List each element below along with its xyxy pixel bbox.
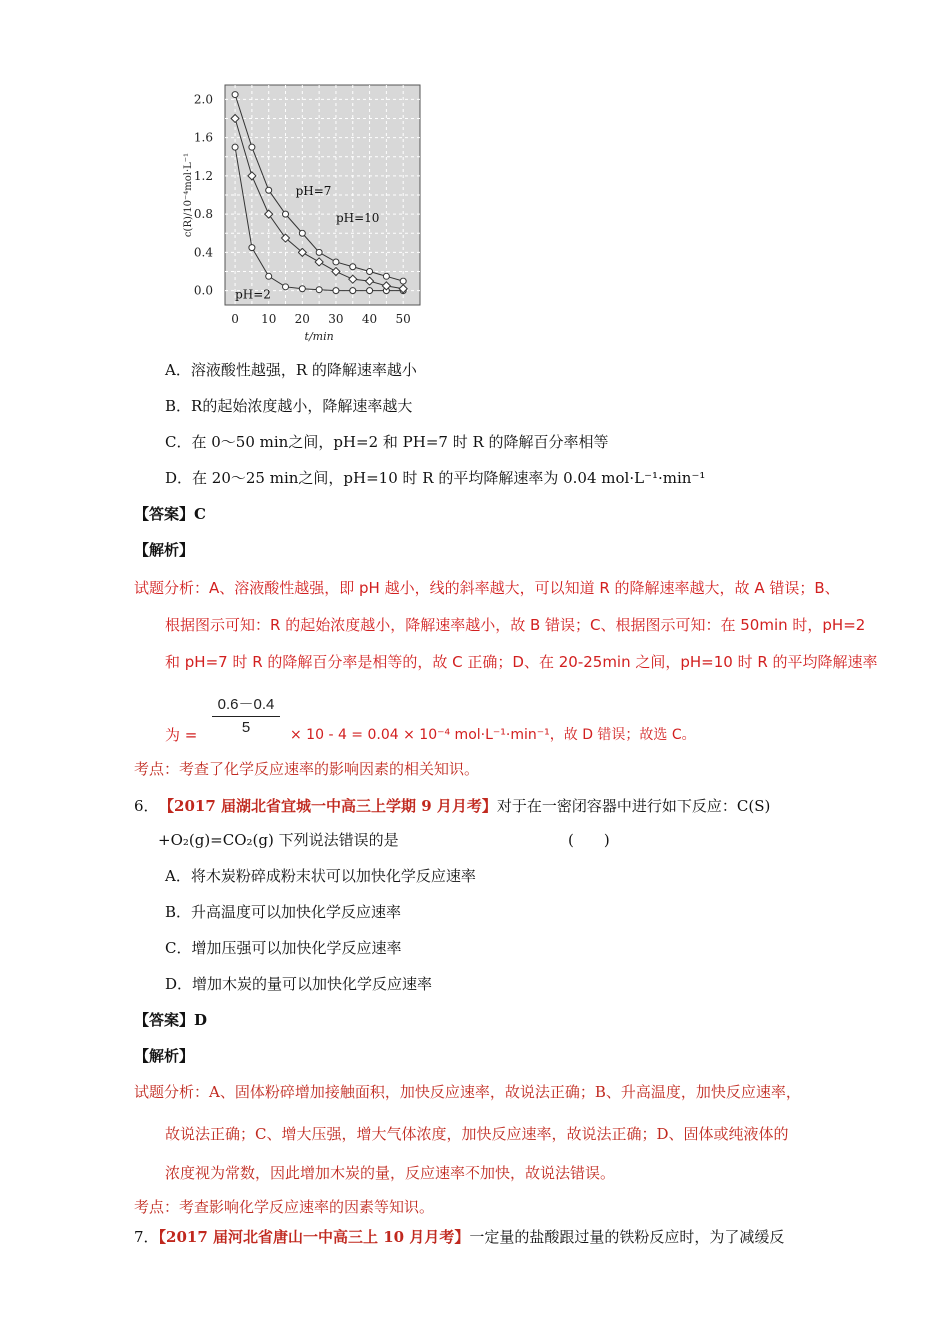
q5-answer: 【答案】C bbox=[134, 505, 206, 523]
x-tick-label: 40 bbox=[361, 312, 378, 326]
q5-analysis-line-2: 根据图示可知：R 的起始浓度越小，降解速率越小，故 B 错误；C、根据图示可知：在 50min 时，pH=2 bbox=[165, 616, 866, 634]
x-tick-label: 50 bbox=[395, 312, 411, 326]
data-point bbox=[367, 288, 373, 294]
y-tick-label: 0.4 bbox=[193, 245, 213, 260]
q7-stem: 一定量的盐酸跟过量的铁粉反应时，为了减缓反 bbox=[469, 1228, 785, 1246]
q6-stem-1: 对于在一密闭容器中进行如下反应：C(S) bbox=[496, 797, 771, 815]
data-point bbox=[249, 245, 255, 251]
x-tick-label: 10 bbox=[261, 312, 277, 326]
q6-option-d: D．增加木炭的量可以加快化学反应速率 bbox=[165, 975, 433, 993]
q6-answer: 【答案】D bbox=[134, 1011, 208, 1029]
y-tick-label: 0.0 bbox=[193, 283, 213, 298]
data-point bbox=[232, 144, 238, 150]
q5-option-d: D．在 20～25 min之间，pH=10 时 R 的平均降解速率为 0.04 mol·L⁻¹·min⁻¹ bbox=[165, 469, 706, 487]
q6-option-b: B．升高温度可以加快化学反应速率 bbox=[165, 903, 402, 921]
q7-header bbox=[134, 1226, 784, 1247]
y-tick-label: 1.6 bbox=[193, 130, 213, 145]
q6-kaodian: 考点：考查影响化学反应速率的因素等知识。 bbox=[134, 1198, 435, 1216]
q5-analysis-line-4-suffix: × 10 - 4 = 0.04 × 10⁻⁴ mol·L⁻¹·min⁻¹，故 D 错误；故选 C。 bbox=[290, 727, 696, 743]
x-tick-label: 0 bbox=[231, 312, 239, 326]
data-point bbox=[249, 144, 255, 150]
q5-option-c: C．在 0～50 min之间，pH=2 和 PH=7 时 R 的降解百分率相等 bbox=[165, 433, 609, 451]
q6-blank: ( ) bbox=[568, 831, 610, 849]
q6-analysis-line-3: 浓度视为常数，因此增加木炭的量，反应速率不加快，故说法错误。 bbox=[165, 1164, 616, 1182]
data-point bbox=[283, 211, 289, 217]
fraction bbox=[212, 693, 280, 736]
q6-option-c: C．增加压强可以加快化学反应速率 bbox=[165, 939, 402, 957]
fraction-numerator: 0.6－0.4 bbox=[212, 693, 280, 717]
x-tick-label: 20 bbox=[294, 312, 310, 326]
fraction-denominator: 5 bbox=[241, 719, 251, 736]
q5-analysis-line-1: 试题分析：A、溶液酸性越强，即 pH 越小，线的斜率越大，可以知道 R 的降解速率越大，故 A 错误；B、 bbox=[134, 579, 840, 597]
data-point bbox=[316, 249, 322, 255]
q5-option-a: A．溶液酸性越强，R 的降解速率越小 bbox=[165, 361, 417, 379]
curve-label: pH=2 bbox=[235, 287, 271, 302]
q6-option-a: A．将木炭粉碎成粉末状可以加快化学反应速率 bbox=[165, 867, 476, 885]
q5-analysis-line-3: 和 pH=7 时 R 的降解百分率是相等的，故 C 正确；D、在 20-25min 之间，pH=10 时 R 的平均降解速率 bbox=[165, 653, 878, 671]
q5-analysis-line-4-prefix: 为 = bbox=[165, 726, 198, 744]
data-point bbox=[350, 288, 356, 294]
data-point bbox=[266, 273, 272, 279]
y-tick-label: 1.2 bbox=[193, 168, 213, 183]
data-point bbox=[232, 92, 238, 98]
data-point bbox=[400, 278, 406, 284]
data-point bbox=[367, 269, 373, 275]
y-tick-label: 2.0 bbox=[193, 92, 213, 107]
y-axis-label: c(R)/10⁻⁴mol·L⁻¹ bbox=[183, 152, 194, 238]
data-point bbox=[333, 288, 339, 294]
x-tick-label: 30 bbox=[328, 312, 344, 326]
q6-analysis-line-2: 故说法正确；C、增大压强，增大气体浓度，加快反应速率，故说法正确；D、固体或纯液体的 bbox=[165, 1125, 789, 1143]
curve-label: pH=10 bbox=[335, 210, 380, 225]
x-axis-label: t/min bbox=[304, 330, 334, 343]
q5-option-b: B．R的起始浓度越小，降解速率越大 bbox=[165, 397, 413, 415]
chart-svg bbox=[185, 80, 430, 345]
q7-source: 【2017 届河北省唐山一中高三上 10 月月考】 bbox=[158, 1228, 470, 1246]
data-point bbox=[333, 259, 339, 265]
data-point bbox=[316, 287, 322, 293]
q7-number: 7． bbox=[134, 1228, 159, 1246]
q5-kaodian: 考点：考查了化学反应速率的影响因素的相关知识。 bbox=[134, 760, 480, 778]
q6-analysis-line-1: 试题分析：A、固体粉碎增加接触面积，加快反应速率，故说法正确；B、升高温度，加快反应速率， bbox=[134, 1083, 801, 1101]
y-tick-label: 0.8 bbox=[193, 207, 213, 222]
data-point bbox=[283, 284, 289, 290]
data-point bbox=[383, 273, 389, 279]
q5-analysis-label: 【解析】 bbox=[134, 541, 195, 559]
q6-source: 【2017 届湖北省宜城一中高三上学期 9 月月考】 bbox=[166, 797, 497, 815]
q6-number: 6． bbox=[134, 797, 159, 815]
q6-stem-2: +O₂(g)=CO₂(g) 下列说法错误的是 bbox=[158, 831, 399, 849]
concentration-chart bbox=[185, 80, 430, 345]
q6-header bbox=[134, 795, 770, 816]
data-point bbox=[299, 230, 305, 236]
data-point bbox=[299, 286, 305, 292]
q6-analysis-label: 【解析】 bbox=[134, 1047, 195, 1065]
data-point bbox=[266, 187, 272, 193]
curve-label: pH=7 bbox=[295, 184, 332, 198]
data-point bbox=[350, 264, 356, 270]
